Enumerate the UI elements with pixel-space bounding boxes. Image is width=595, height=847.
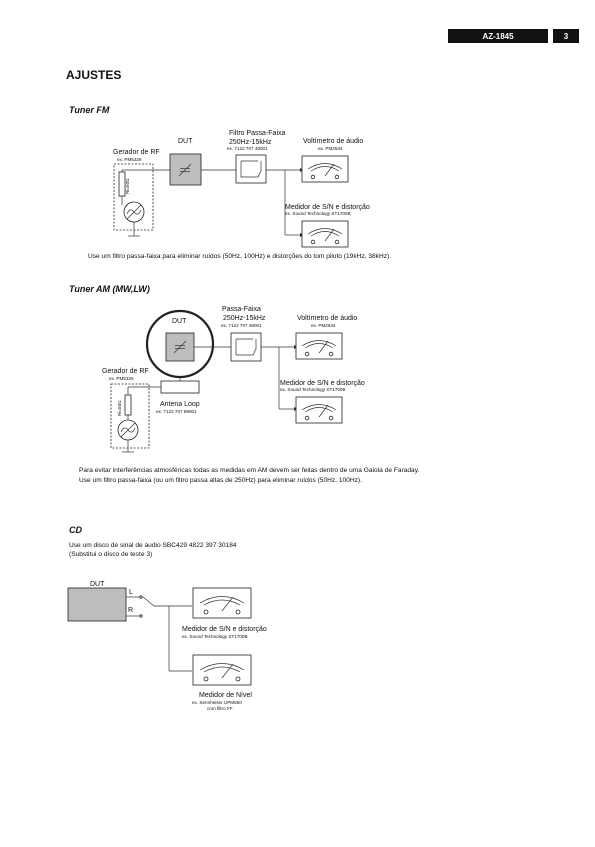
fm-filter-title: Filtro Passa-Faixa — [229, 130, 286, 137]
page-number: 3 — [563, 32, 569, 41]
am-dut-label: DUT — [172, 318, 187, 325]
cd-sn-meter-ex: ex. Sound Technology ST1700B — [182, 634, 248, 639]
am-voltmeter-ex: ex. PM2534 — [311, 323, 336, 328]
cd-left-label: L — [129, 589, 133, 596]
fm-sn-meter — [302, 221, 348, 247]
am-filter-range: 250Hz-15kHz — [223, 315, 266, 322]
am-sn-meter-ex: ex. Sound Technology ST1700B — [280, 387, 346, 392]
am-filter-title: Passa-Faixa — [222, 306, 261, 313]
cd-instruction-2: (Substitui o disco de teste 3) — [69, 551, 153, 558]
am-antenna-label: Antena Loop — [160, 401, 200, 408]
cd-dut-label: DUT — [90, 581, 105, 588]
fm-voltmeter-ex: ex. PM2534 — [318, 146, 343, 151]
fm-note: Use um filtro passa-faixa para eliminar ruídos (50Hz, 100Hz) e distorções do tom piloto (19kHz, 38kHz). — [88, 253, 392, 260]
fm-generator-ex: ex. PM5326 — [117, 157, 142, 162]
fm-filter-ex: ex. 7122 707 48001 — [227, 146, 268, 151]
fm-generator-label: Gerador de RF — [113, 149, 160, 156]
fm-voltmeter — [302, 156, 348, 182]
am-voltmeter-label: Voltímetro de áudio — [297, 315, 358, 322]
fm-voltmeter-label: Voltímetro de áudio — [303, 138, 364, 145]
am-voltmeter — [296, 333, 342, 359]
page-title: AJUSTES — [66, 68, 122, 82]
fm-resistor-label: Ri=50Ω — [125, 178, 130, 194]
cd-right-label: R — [128, 607, 134, 614]
cd-level-meter — [193, 655, 251, 685]
fm-section-title: Tuner FM — [69, 105, 110, 115]
am-resistor — [125, 395, 131, 415]
am-filter-ex: ex. 7122 707 48001 — [221, 323, 262, 328]
cd-level-meter-ex-2: com filtro FF — [207, 706, 233, 711]
am-generator-label: Gerador de RF — [102, 368, 149, 375]
cd-level-meter-label: Medidor de Nível — [199, 692, 252, 699]
am-sn-meter-label: Medidor de S/N e distorção — [280, 380, 365, 387]
cd-sn-meter — [193, 588, 251, 618]
am-antenna-base — [161, 381, 199, 393]
am-note-1: Para evitar interferências atmosféricas todas as medidas em AM devem ser feitas dentro de uma Gaiola de Faraday. — [79, 467, 420, 474]
cd-dut-box — [68, 588, 126, 621]
cd-level-meter-ex: ex. Sennheiser UPM550 — [192, 700, 242, 705]
am-section-title: Tuner AM (MW,LW) — [69, 284, 150, 294]
am-generator-ex: ex. PM5326 — [109, 376, 134, 381]
am-note-2: Use um filtro passa-faixa (ou um filtro passa altas de 250Hz) para eliminar ruídos (50Hz, 100Hz). — [79, 477, 362, 484]
am-resistor-label: Ri=50Ω — [117, 400, 122, 416]
am-sn-meter — [296, 397, 342, 423]
fm-filter-range: 250Hz-15kHz — [229, 139, 272, 146]
fm-sn-meter-ex: ex. Sound Technology ST1700B — [285, 211, 351, 216]
fm-dut-label: DUT — [178, 138, 193, 145]
am-antenna-ex: ex. 7122 707 89001 — [156, 409, 197, 414]
cd-instruction-1: Use um disco de sinal de áudio SBC429 4822 397 30184 — [69, 542, 237, 549]
fm-sn-meter-label: Medidor de S/N e distorção — [285, 204, 370, 211]
cd-sn-meter-label: Medidor de S/N e distorção — [182, 626, 267, 633]
model-label: AZ-1845 — [482, 32, 514, 41]
cd-section-title: CD — [69, 525, 82, 535]
